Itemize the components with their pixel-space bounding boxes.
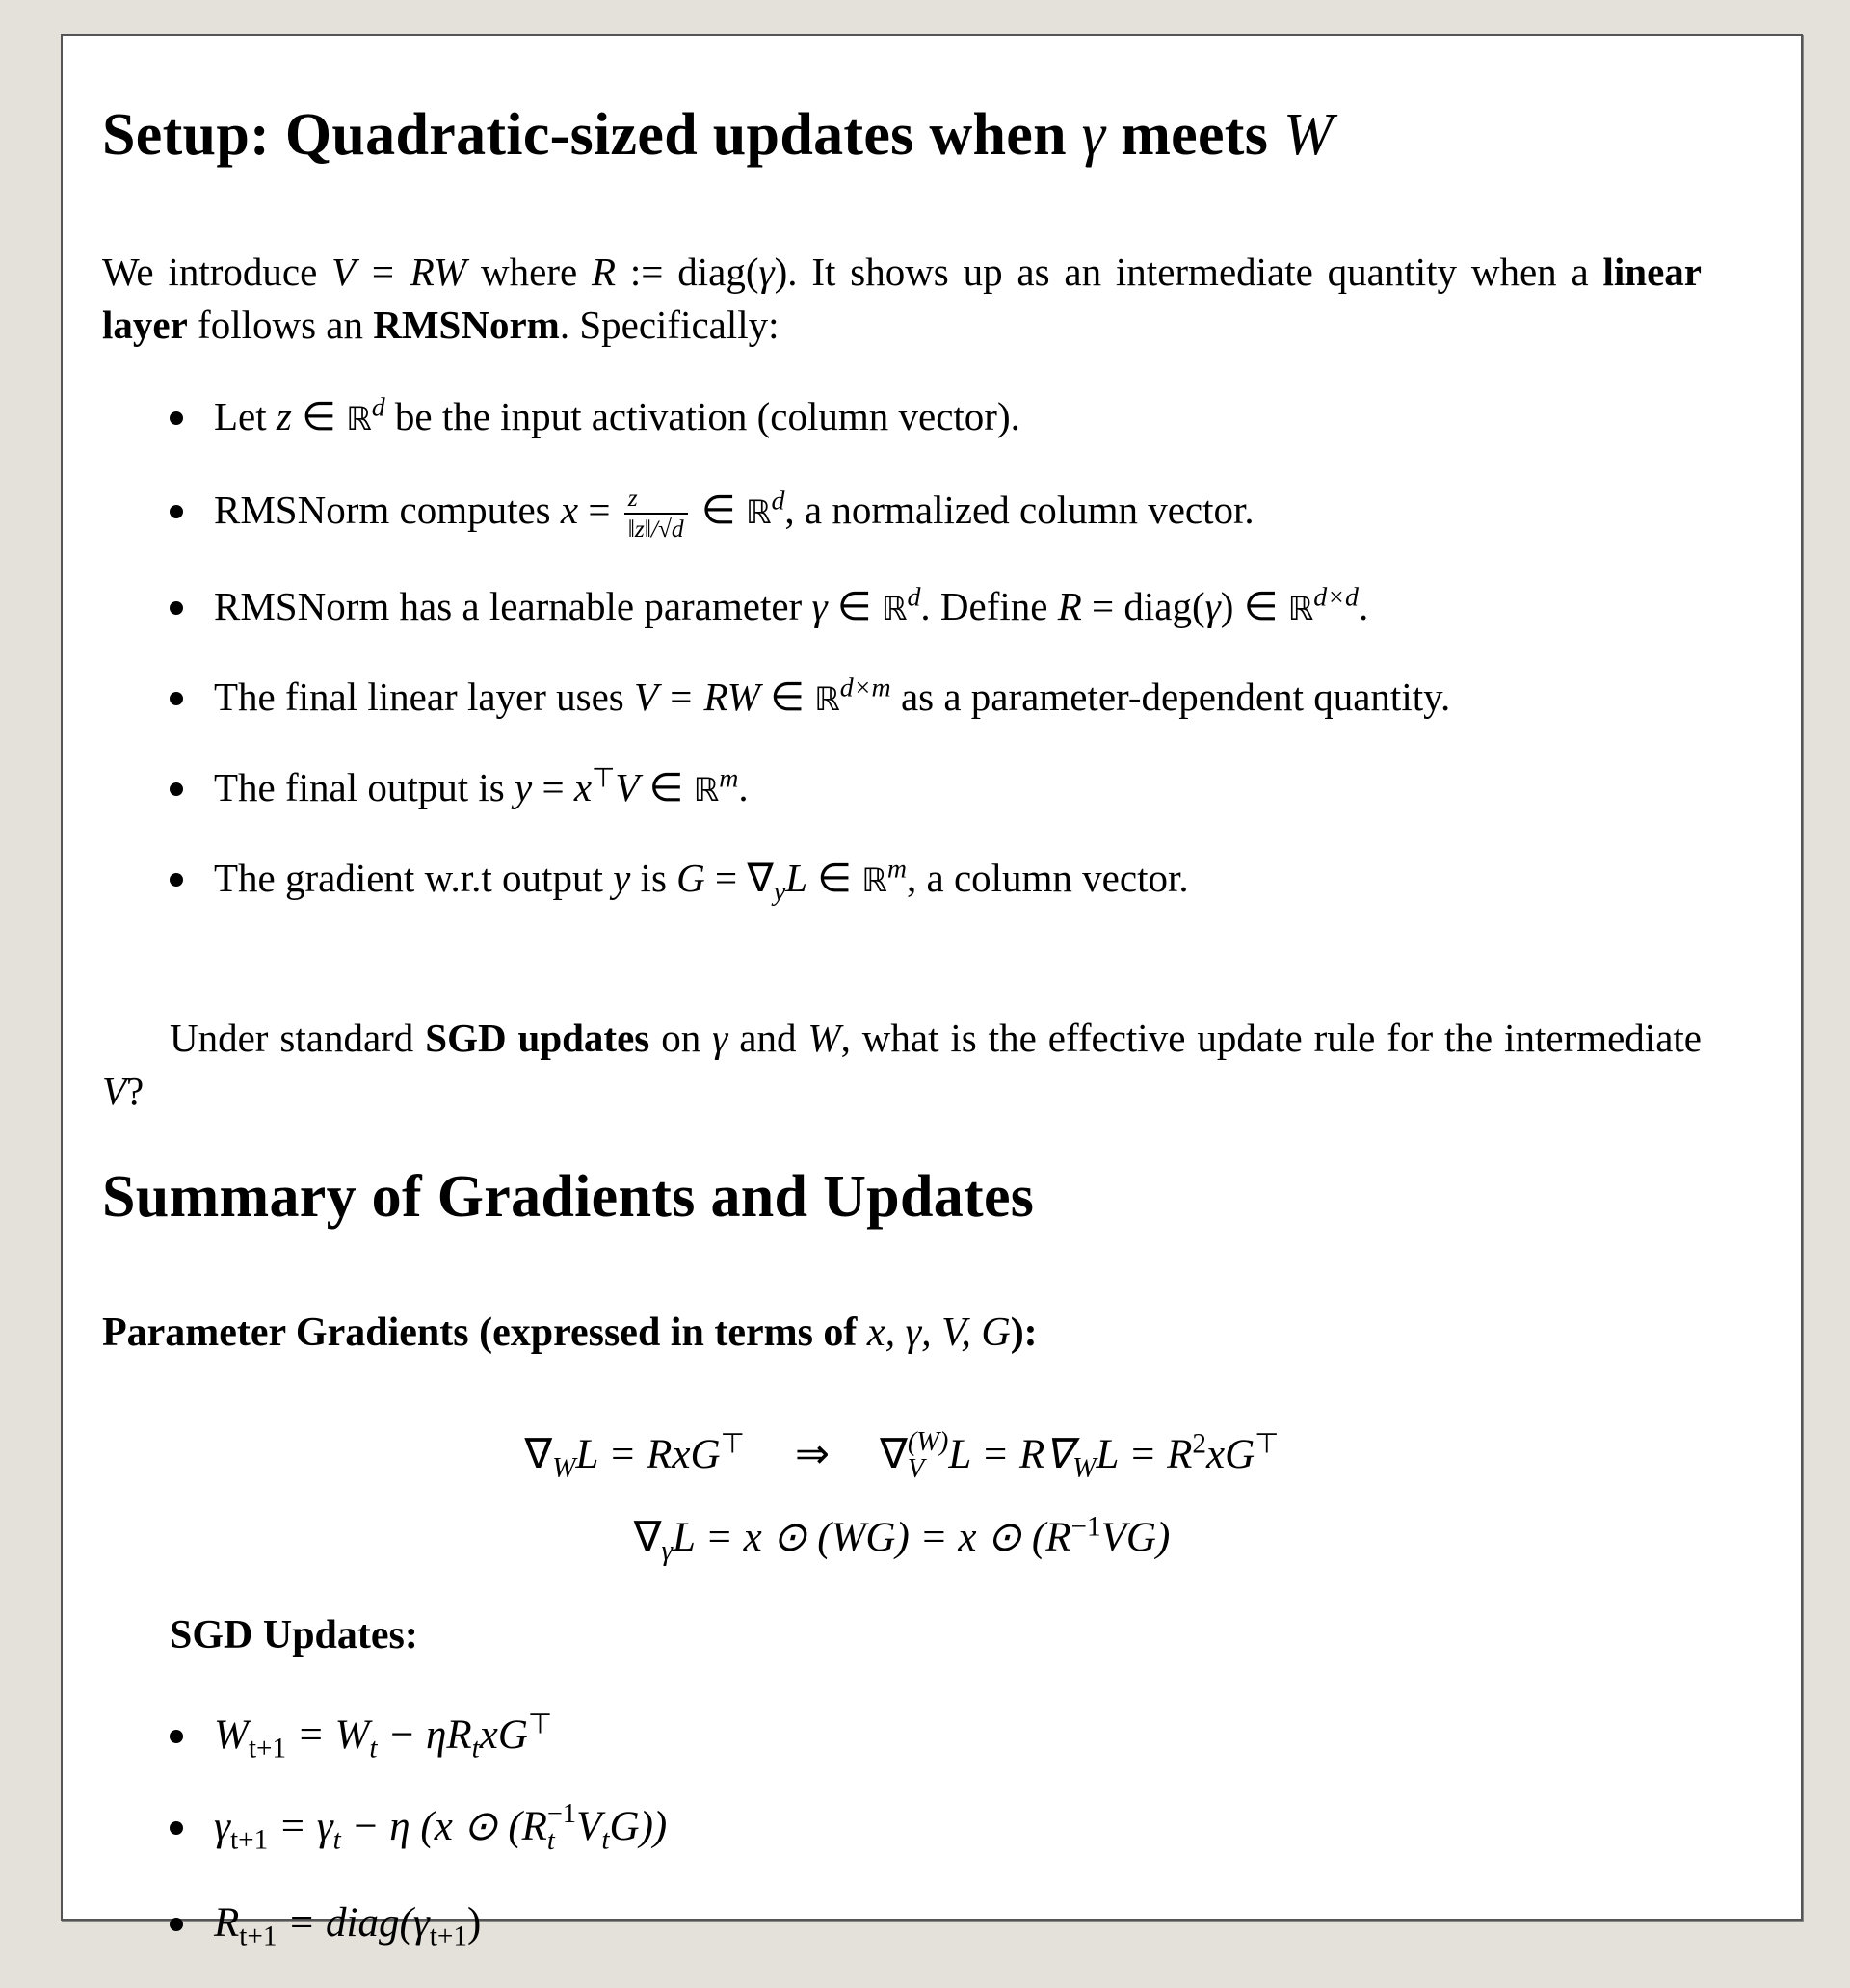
item-sup: d×d: [1313, 581, 1359, 612]
item-sup: d: [907, 581, 921, 612]
eq-text: − ηR: [377, 1712, 472, 1758]
eq-sub: t+1: [239, 1921, 278, 1952]
item-math: γ: [811, 583, 828, 628]
item-math: G: [676, 855, 705, 900]
nabla-symbol: ∇: [880, 1432, 908, 1477]
item-math: z: [276, 394, 292, 438]
bullet-icon: [170, 1730, 183, 1743]
intro-bold-rmsnorm: RMSNorm: [373, 303, 560, 347]
item-text: ∈: [807, 855, 862, 900]
reals-symbol: ℝ: [861, 861, 887, 899]
item-math: L: [785, 855, 808, 900]
eq-text: VG): [1100, 1515, 1171, 1560]
eq-text: xG: [479, 1712, 528, 1758]
list-item: [102, 390, 1702, 445]
item-math: V: [615, 764, 640, 809]
transpose-symbol: ⊤: [720, 1428, 746, 1460]
eq-text: V: [576, 1804, 602, 1849]
intro-math: V = RW: [331, 250, 467, 294]
list-item: [102, 1800, 1702, 1858]
reals-symbol: ℝ: [881, 589, 908, 627]
bullet-icon: [170, 601, 183, 615]
gradients-label-end: ):: [1010, 1311, 1038, 1355]
question-math: W: [807, 1016, 841, 1060]
item-math: γ: [1204, 583, 1221, 628]
intro-math: R: [592, 250, 617, 294]
eq-sub: t: [546, 1826, 555, 1857]
eq-text: W: [214, 1712, 249, 1758]
reals-symbol: ℝ: [693, 770, 720, 808]
item-text: .: [738, 764, 749, 809]
eq-text: γ: [214, 1804, 230, 1849]
bullet-icon: [170, 782, 183, 796]
equation-line-2: [102, 1497, 1702, 1579]
item-sub: y: [773, 876, 786, 907]
item-text: ∈: [827, 583, 882, 628]
item-math: x: [560, 488, 579, 532]
transpose-symbol: ⊤: [592, 762, 616, 793]
item-text: = diag(: [1081, 583, 1205, 628]
question-bold-sgd: SGD updates: [425, 1016, 650, 1060]
item-math: y: [515, 764, 533, 809]
question-math: γ: [712, 1016, 728, 1060]
list-item: [102, 580, 1702, 635]
eq-sub: t: [471, 1733, 480, 1764]
nabla-symbol: ∇: [633, 1515, 662, 1560]
list-item: [102, 484, 1702, 543]
eq-sup: 2: [1192, 1428, 1206, 1460]
item-text: .: [1358, 583, 1369, 628]
eq-sub: t+1: [229, 1824, 269, 1856]
intro-text: . Specifically:: [559, 303, 780, 347]
item-text: ∈: [759, 674, 815, 719]
gradient-equations: [102, 1414, 1702, 1579]
item-math: V = RW: [634, 674, 760, 719]
item-text: ∈: [691, 488, 746, 532]
nabla-symbol: ∇: [524, 1432, 553, 1477]
eq-text: L = R: [1096, 1432, 1193, 1477]
eq-sub: V: [907, 1454, 925, 1485]
eq-sub: W: [552, 1452, 576, 1484]
item-math: y: [613, 855, 631, 900]
eq-sup: −1: [546, 1798, 577, 1829]
item-sup: d×m: [839, 672, 891, 702]
eq-text: R: [214, 1899, 240, 1946]
question-text: , what is the effective update rule for the intermediate: [840, 1016, 1702, 1060]
item-text: ∈: [291, 394, 347, 438]
eq-text: xG: [1205, 1432, 1255, 1477]
item-text: RMSNorm computes: [214, 488, 561, 532]
reals-symbol: ℝ: [346, 400, 372, 437]
eq-sub: γ: [661, 1535, 674, 1567]
summary-heading: Summary of Gradients and Updates: [102, 1164, 1035, 1230]
setup-heading: [102, 101, 1334, 170]
intro-text: We introduce: [102, 250, 332, 294]
bullet-icon: [170, 505, 183, 518]
item-text: , a column vector.: [907, 855, 1189, 900]
item-text: Let: [214, 394, 277, 438]
transpose-symbol: ⊤: [1255, 1428, 1280, 1460]
intro-text: ). It shows up as an intermediate quantity when a: [774, 250, 1603, 294]
list-item: [102, 761, 1702, 816]
item-text: ∈: [639, 764, 694, 809]
bullet-icon: [170, 1821, 183, 1835]
gradients-label: [102, 1310, 1038, 1356]
eq-sub: t: [332, 1824, 341, 1856]
item-text: RMSNorm has a learnable parameter: [214, 583, 812, 628]
item-text: The gradient w.r.t output: [214, 855, 614, 900]
document-page: [61, 34, 1803, 1952]
transpose-symbol: ⊤: [527, 1709, 553, 1740]
item-text: is: [630, 855, 677, 900]
eq-sub: t+1: [429, 1921, 467, 1952]
intro-text: where: [466, 250, 593, 294]
eq-text: G)): [609, 1804, 668, 1849]
list-item: [102, 1709, 1702, 1762]
eq-sup: −1: [1070, 1511, 1101, 1543]
question-math: V: [102, 1069, 127, 1113]
gradients-label-text: Parameter Gradients (expressed in terms of: [102, 1311, 867, 1355]
item-text: be the input activation (column vector).: [384, 394, 1020, 438]
intro-bold-linear-layer: linear layer: [102, 250, 1702, 347]
item-sup: m: [886, 853, 907, 884]
sgd-updates-list: [102, 1709, 1702, 1988]
question-text: and: [727, 1016, 808, 1060]
list-item: [102, 852, 1702, 907]
question-text: Under standard: [170, 1016, 426, 1060]
eq-text: = diag(γ: [277, 1899, 430, 1946]
intro-text: := diag(: [616, 250, 759, 294]
sgd-updates-label: SGD Updates:: [170, 1613, 418, 1657]
bullet-icon: [170, 411, 183, 425]
setup-heading-w: W: [1282, 102, 1334, 168]
intro-math: γ: [758, 250, 775, 294]
item-text: as a parameter-dependent quantity.: [890, 674, 1451, 719]
fraction-numerator: z: [624, 486, 688, 515]
sub-sup-stack: [907, 1426, 949, 1485]
item-text: . Define: [920, 583, 1058, 628]
setup-heading-gamma: γ: [1081, 102, 1106, 168]
item-math: x: [573, 764, 593, 809]
eq-sub: t+1: [248, 1733, 287, 1764]
setup-bullet-list: [102, 390, 1702, 907]
item-sup: d: [771, 486, 785, 517]
sub-sup-stack: [546, 1798, 577, 1857]
gradients-label-math: x, γ, V, G: [866, 1311, 1011, 1355]
intro-paragraph: [102, 246, 1702, 352]
reals-symbol: ℝ: [1287, 589, 1314, 627]
reals-symbol: ℝ: [814, 679, 840, 718]
eq-sub: t: [601, 1824, 610, 1856]
fraction: [624, 486, 688, 543]
intro-text: follows an: [187, 303, 374, 347]
item-text: The final linear layer uses: [214, 674, 635, 719]
equation-line-1: [102, 1414, 1702, 1497]
item-text: =: [532, 764, 574, 809]
question-paragraph: [102, 1012, 1702, 1118]
eq-text: ): [466, 1899, 482, 1946]
item-text: = ∇: [704, 855, 774, 900]
setup-heading-text: Setup: Quadratic-sized updates when: [102, 102, 1082, 168]
item-sup: m: [719, 762, 739, 793]
eq-text: − η (x ⊙ (R: [340, 1804, 547, 1849]
eq-sup: (W): [907, 1426, 949, 1457]
item-text: The final output is: [214, 764, 515, 809]
setup-heading-mid: meets: [1105, 102, 1283, 168]
item-sup: d: [371, 392, 385, 423]
item-text: , a normalized column vector.: [784, 488, 1255, 532]
bullet-icon: [170, 1918, 183, 1931]
fraction-denominator: ‖z‖/√d: [627, 515, 684, 543]
eq-text: L = R∇: [948, 1432, 1073, 1477]
bullet-icon: [170, 692, 183, 705]
eq-sub: W: [1072, 1452, 1097, 1484]
item-text: ) ∈: [1220, 583, 1288, 628]
question-text: on: [649, 1016, 713, 1060]
question-text: ?: [126, 1069, 145, 1113]
list-item: [102, 1896, 1702, 1952]
reals-symbol: ℝ: [745, 493, 772, 531]
list-item: [102, 671, 1702, 726]
bullet-icon: [170, 873, 183, 887]
item-text: =: [578, 488, 621, 532]
implies-arrow-icon: ⇒: [795, 1432, 831, 1477]
eq-text: = γ: [268, 1804, 333, 1849]
item-math: R: [1057, 583, 1082, 628]
eq-text: = W: [286, 1712, 370, 1758]
eq-text: L = x ⊙ (WG) = x ⊙ (R: [673, 1515, 1071, 1560]
eq-sub: t: [369, 1733, 378, 1764]
eq-text: L = RxG: [575, 1432, 721, 1477]
